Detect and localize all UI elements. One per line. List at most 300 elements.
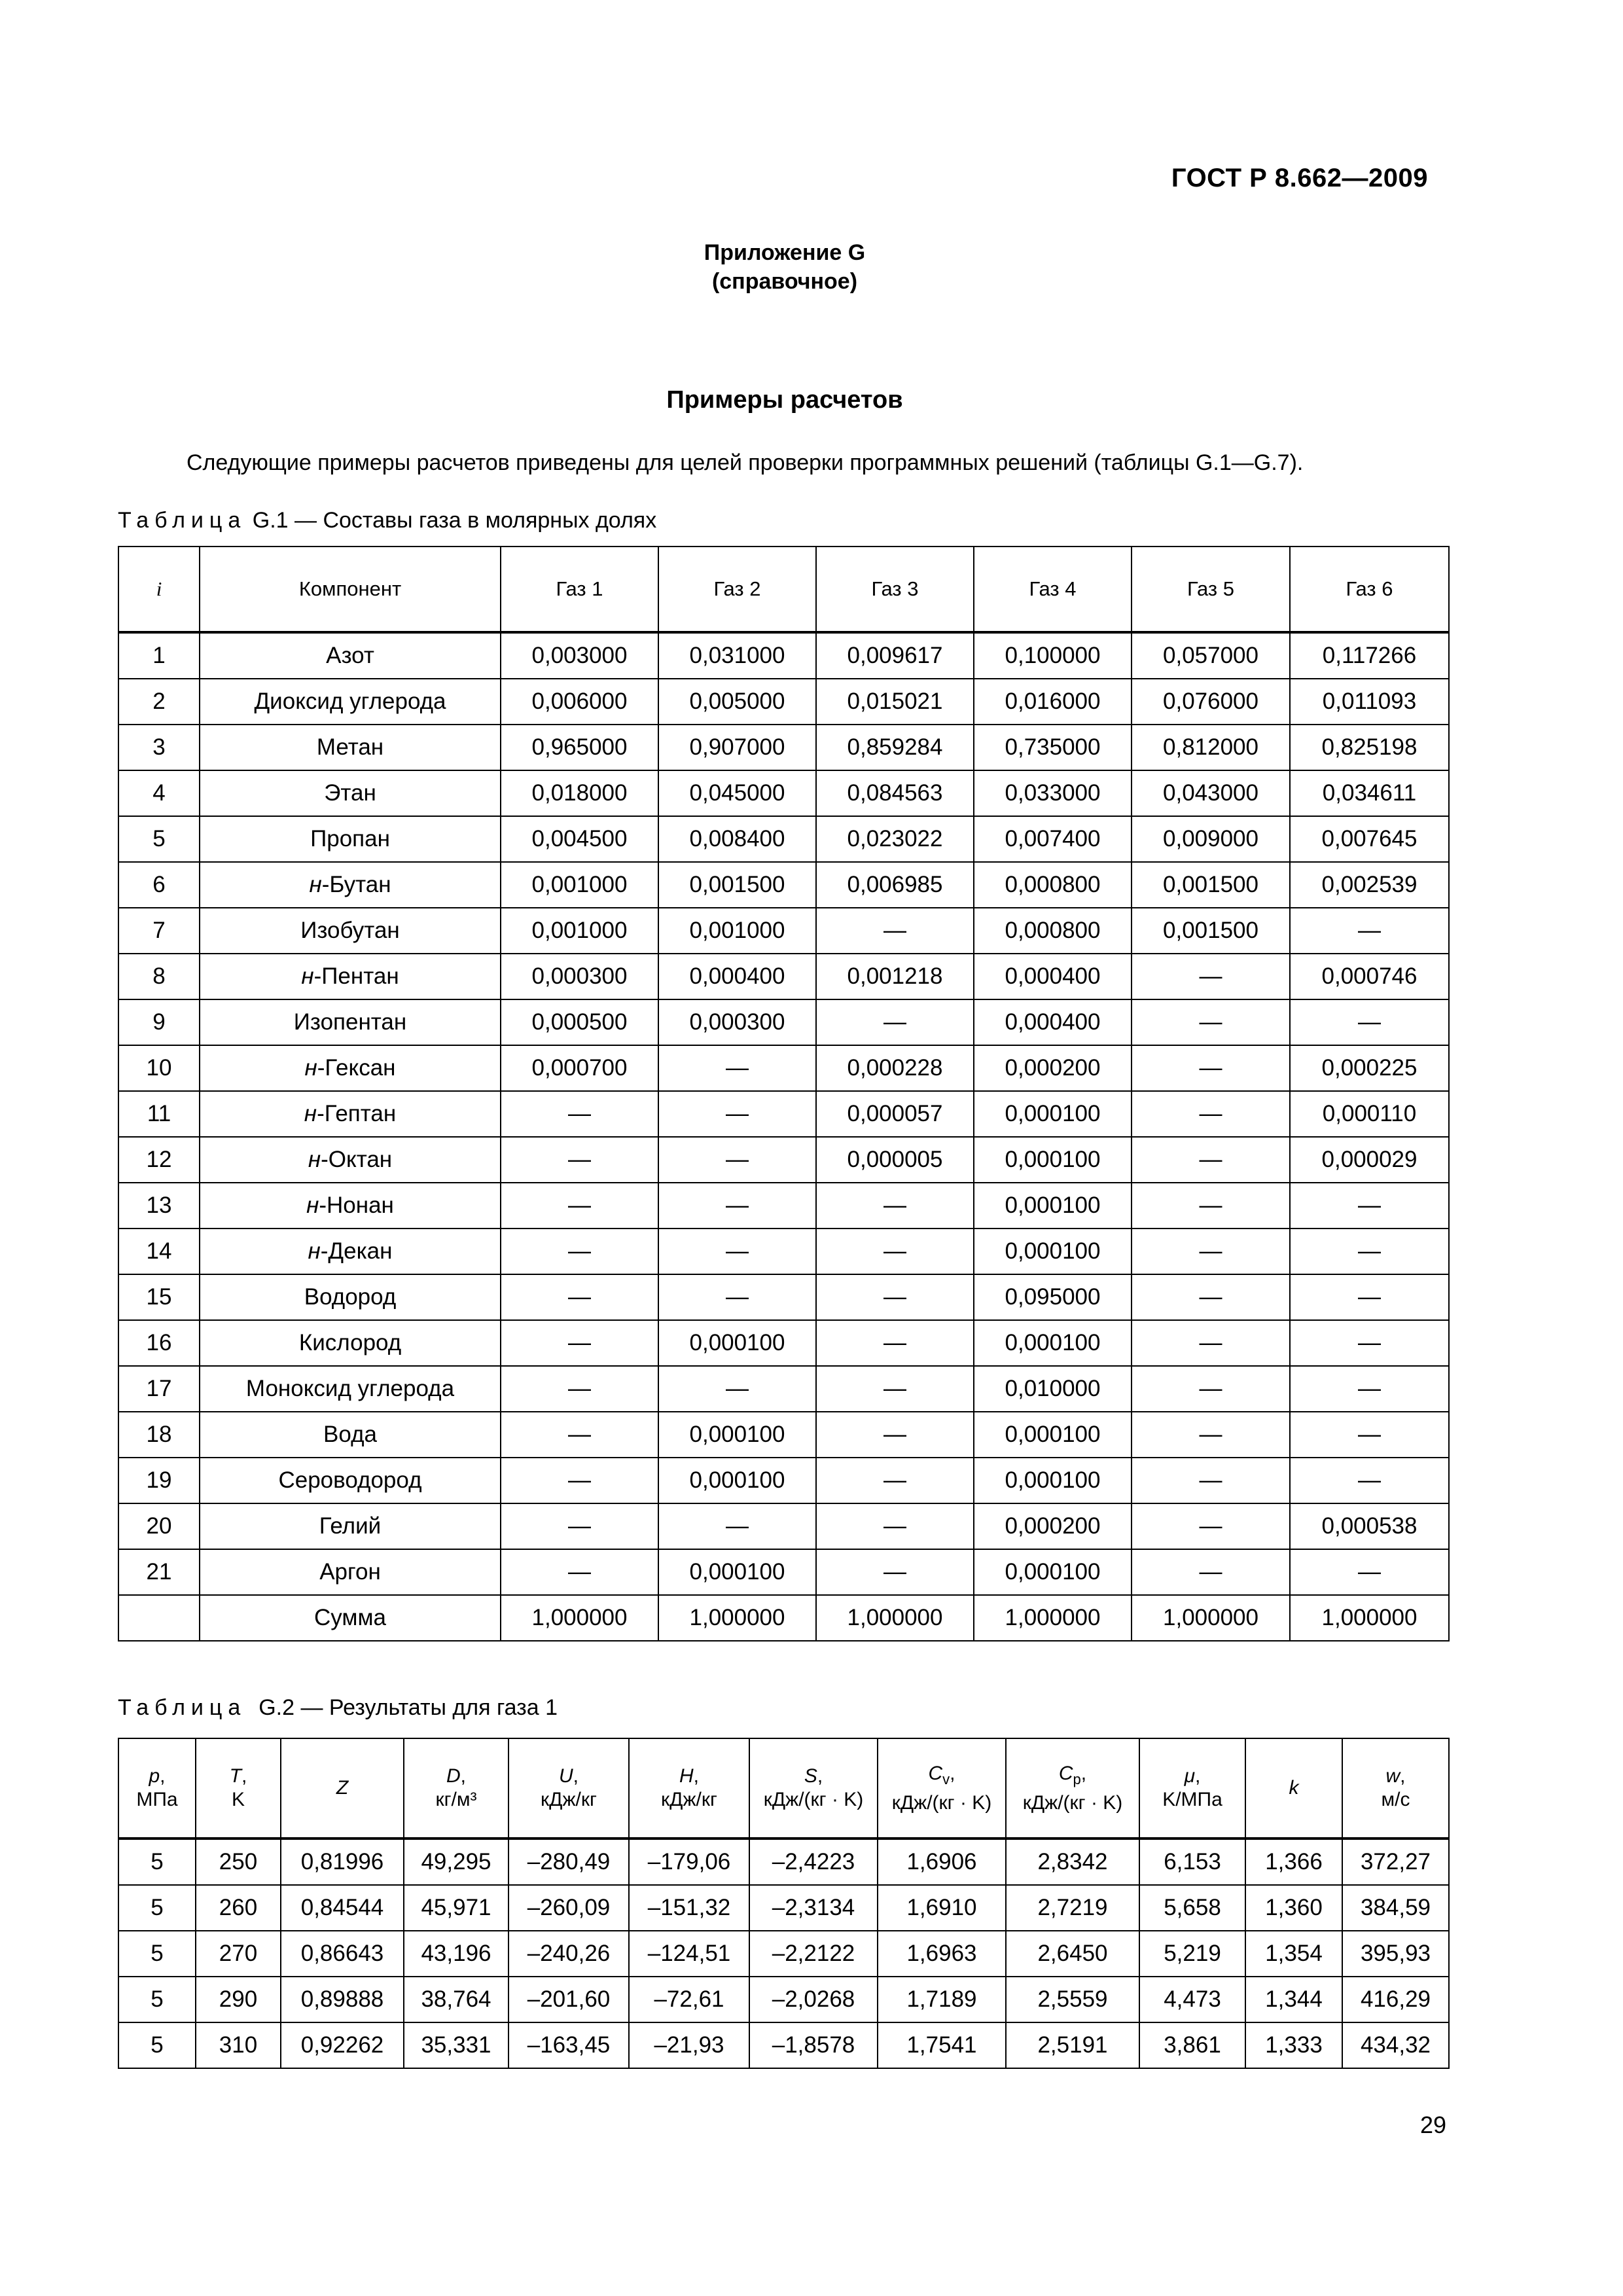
mole-fraction-cell: 0,000100 (658, 1320, 816, 1366)
quantity-symbol: C (928, 1762, 943, 1784)
mole-fraction-cell: 0,033000 (974, 770, 1132, 816)
table-row (118, 954, 1449, 999)
component-label: Изопентан (293, 1009, 407, 1035)
result-cell: 1,6910 (878, 1885, 1006, 1931)
result-cell: 0,92262 (281, 2022, 404, 2068)
result-cell: 6,153 (1139, 1839, 1245, 1885)
result-cell: 1,360 (1245, 1885, 1342, 1931)
result-cell: 0,86643 (281, 1931, 404, 1977)
mole-fraction-cell: 0,000100 (974, 1229, 1132, 1274)
row-index: 11 (118, 1091, 200, 1137)
result-cell: 5,219 (1139, 1931, 1245, 1977)
mole-fraction-cell: 0,100000 (974, 632, 1132, 679)
result-cell: 2,8342 (1006, 1839, 1139, 1885)
mole-fraction-cell: — (1132, 1229, 1290, 1274)
table-row (118, 1320, 1449, 1366)
row-index: 4 (118, 770, 200, 816)
quantity-unit: кДж/кг (541, 1789, 597, 1810)
result-cell: 1,354 (1245, 1931, 1342, 1977)
table-row (118, 1091, 1449, 1137)
result-cell: 250 (196, 1839, 281, 1885)
appendix-heading (0, 238, 1569, 296)
comma: , (817, 1765, 823, 1787)
table-g2-caption-text: G.2 — Результаты для газа 1 (259, 1695, 558, 1720)
quantity-symbol-line (509, 1765, 628, 1788)
mole-fraction-cell: — (816, 1229, 974, 1274)
component-name (200, 1274, 501, 1320)
mole-fraction-cell: 0,000300 (501, 954, 658, 999)
document-code: ГОСТ Р 8.662—2009 (1171, 164, 1428, 192)
header-label: Газ 2 (713, 577, 761, 600)
mole-fraction-cell: 0,965000 (501, 725, 658, 770)
row-index: 14 (118, 1229, 200, 1274)
mole-fraction-cell: — (658, 1366, 816, 1412)
mole-fraction-cell: — (1132, 1274, 1290, 1320)
component-label: Водород (304, 1284, 397, 1310)
component-label: -Гептан (317, 1101, 397, 1126)
result-cell: 1,7189 (878, 1977, 1006, 2022)
mole-fraction-cell: — (816, 1183, 974, 1229)
component-label: Пропан (310, 826, 390, 852)
row-index: 10 (118, 1045, 200, 1091)
comma: , (1195, 1765, 1201, 1787)
mole-fraction-cell: 1,000000 (658, 1595, 816, 1641)
header-component (200, 547, 501, 632)
component-name (200, 770, 501, 816)
mole-fraction-cell: 0,001500 (1132, 862, 1290, 908)
result-cell: 4,473 (1139, 1977, 1245, 2022)
mole-fraction-cell: 0,000700 (501, 1045, 658, 1091)
component-name (200, 725, 501, 770)
component-prefix: н (306, 1193, 319, 1218)
mole-fraction-cell: 0,000029 (1290, 1137, 1449, 1183)
result-cell: 310 (196, 2022, 281, 2068)
quantity-symbol-line (1343, 1765, 1448, 1788)
result-cell: 384,59 (1342, 1885, 1449, 1931)
mole-fraction-cell: 0,000200 (974, 1045, 1132, 1091)
quantity-symbol-line (281, 1776, 403, 1800)
component-name (200, 1183, 501, 1229)
mole-fraction-cell: — (1290, 908, 1449, 954)
mole-fraction-cell: 0,006000 (501, 679, 658, 725)
header-label: Газ 3 (871, 577, 919, 600)
component-name (200, 679, 501, 725)
component-prefix: н (308, 1147, 321, 1172)
component-prefix: н (304, 1101, 317, 1126)
mole-fraction-cell: 0,008400 (658, 816, 816, 862)
quantity-symbol: H (679, 1765, 694, 1787)
appendix-label: Приложение G (704, 240, 866, 265)
result-cell: 38,764 (404, 1977, 508, 2022)
quantity-symbol: Z (336, 1777, 349, 1799)
component-label: -Гексан (317, 1055, 396, 1081)
table-row (118, 1274, 1449, 1320)
mole-fraction-cell: — (501, 1183, 658, 1229)
mole-fraction-cell: 0,016000 (974, 679, 1132, 725)
component-label: Сумма (314, 1605, 386, 1630)
result-cell: –124,51 (629, 1931, 749, 1977)
component-label: Изобутан (300, 918, 400, 943)
mole-fraction-cell: 1,000000 (501, 1595, 658, 1641)
mole-fraction-cell: — (501, 1229, 658, 1274)
result-cell: 434,32 (1342, 2022, 1449, 2068)
row-index: 17 (118, 1366, 200, 1412)
mole-fraction-cell: 0,825198 (1290, 725, 1449, 770)
header-quantity (1342, 1738, 1449, 1839)
mole-fraction-cell: 0,043000 (1132, 770, 1290, 816)
quantity-unit: кДж/(кг · K) (763, 1789, 864, 1810)
mole-fraction-cell: — (1290, 1458, 1449, 1503)
table-row (118, 1977, 1449, 2022)
quantity-symbol-line (750, 1765, 877, 1788)
mole-fraction-cell: 0,000100 (658, 1412, 816, 1458)
result-cell: –179,06 (629, 1839, 749, 1885)
result-cell: 0,84544 (281, 1885, 404, 1931)
result-cell: –1,8578 (749, 2022, 878, 2068)
quantity-symbol: w (1385, 1765, 1400, 1787)
component-label: Диоксид углерода (254, 689, 446, 714)
result-cell: –240,26 (508, 1931, 629, 1977)
table-g2 (118, 1738, 1450, 2069)
mole-fraction-cell: 0,031000 (658, 632, 816, 679)
result-cell: –163,45 (508, 2022, 629, 2068)
result-cell: 35,331 (404, 2022, 508, 2068)
comma: , (460, 1765, 466, 1787)
table-word: Таблица (118, 508, 247, 533)
table-g1 (118, 546, 1450, 1641)
result-cell: –151,32 (629, 1885, 749, 1931)
mole-fraction-cell: 0,011093 (1290, 679, 1449, 725)
intro-paragraph: Следующие примеры расчетов приведены для целей проверки программных решений (таблицы G.1—G.7). (187, 450, 1304, 475)
header-quantity (281, 1738, 404, 1839)
mole-fraction-cell: 0,057000 (1132, 632, 1290, 679)
result-cell: 49,295 (404, 1839, 508, 1885)
component-label: Азот (326, 643, 374, 668)
header-gas (501, 547, 658, 632)
comma: , (573, 1765, 579, 1787)
component-name (200, 632, 501, 679)
table-row (118, 1931, 1449, 1977)
quantity-symbol: T (229, 1765, 241, 1787)
header-gas (1132, 547, 1290, 632)
mole-fraction-cell: 0,095000 (974, 1274, 1132, 1320)
quantity-symbol: U (558, 1765, 573, 1787)
result-cell: 45,971 (404, 1885, 508, 1931)
comma: , (241, 1765, 247, 1787)
header-quantity (629, 1738, 749, 1839)
result-cell: 2,7219 (1006, 1885, 1139, 1931)
result-cell: –2,4223 (749, 1839, 878, 1885)
mole-fraction-cell: 0,023022 (816, 816, 974, 862)
result-cell: 5 (118, 1931, 196, 1977)
result-cell: 2,6450 (1006, 1931, 1139, 1977)
table-row (118, 999, 1449, 1045)
quantity-symbol: p (149, 1765, 160, 1787)
mole-fraction-cell: — (816, 1549, 974, 1595)
mole-fraction-cell: 0,006985 (816, 862, 974, 908)
component-name (200, 908, 501, 954)
table-row (118, 1183, 1449, 1229)
mole-fraction-cell: — (501, 1137, 658, 1183)
table-row (118, 1503, 1449, 1549)
mole-fraction-cell: — (1132, 954, 1290, 999)
mole-fraction-cell: 0,005000 (658, 679, 816, 725)
component-name (200, 1458, 501, 1503)
mole-fraction-cell: — (1132, 1412, 1290, 1458)
component-label: -Пентан (313, 963, 399, 989)
mole-fraction-cell: — (501, 1366, 658, 1412)
quantity-symbol: k (1289, 1777, 1299, 1799)
mole-fraction-cell: 0,000100 (974, 1320, 1132, 1366)
table-word: Таблица (118, 1695, 247, 1720)
mole-fraction-cell: 0,000100 (974, 1091, 1132, 1137)
mole-fraction-cell: 0,001500 (658, 862, 816, 908)
mole-fraction-cell: — (501, 1549, 658, 1595)
quantity-symbol-line (1246, 1776, 1342, 1800)
header-quantity (749, 1738, 878, 1839)
row-index: 13 (118, 1183, 200, 1229)
mole-fraction-cell: — (816, 1274, 974, 1320)
component-prefix: н (309, 872, 322, 897)
mole-fraction-cell: — (501, 1412, 658, 1458)
mole-fraction-cell: — (658, 1091, 816, 1137)
header-gas (974, 547, 1132, 632)
component-name (200, 1229, 501, 1274)
quantity-unit: кг/м³ (435, 1789, 477, 1810)
mole-fraction-cell: 1,000000 (974, 1595, 1132, 1641)
table-row (118, 908, 1449, 954)
result-cell: 3,861 (1139, 2022, 1245, 2068)
result-cell: 1,6906 (878, 1839, 1006, 1885)
row-index: 19 (118, 1458, 200, 1503)
header-gas (816, 547, 974, 632)
page-number: 29 (1419, 2111, 1446, 2138)
mole-fraction-cell: 0,000200 (974, 1503, 1132, 1549)
mole-fraction-cell: 0,000005 (816, 1137, 974, 1183)
comma: , (1080, 1762, 1087, 1784)
result-cell: –260,09 (508, 1885, 629, 1931)
quantity-symbol-line (196, 1765, 280, 1788)
quantity-symbol: μ (1184, 1765, 1196, 1787)
mole-fraction-cell: 0,000100 (658, 1549, 816, 1595)
mole-fraction-cell: 0,001000 (501, 908, 658, 954)
component-name (200, 1045, 501, 1091)
mole-fraction-cell: 0,007400 (974, 816, 1132, 862)
mole-fraction-cell: 0,034611 (1290, 770, 1449, 816)
row-index: 15 (118, 1274, 200, 1320)
table-row (118, 1366, 1449, 1412)
mole-fraction-cell: — (1290, 1412, 1449, 1458)
header-quantity (1006, 1738, 1139, 1839)
component-prefix: н (301, 963, 314, 989)
mole-fraction-cell: 0,000300 (658, 999, 816, 1045)
mole-fraction-cell: 0,000400 (974, 954, 1132, 999)
table-g1-header-row (118, 547, 1449, 632)
mole-fraction-cell: 0,000100 (974, 1137, 1132, 1183)
quantity-unit: K (231, 1789, 245, 1810)
result-cell: 260 (196, 1885, 281, 1931)
quantity-symbol-line (404, 1765, 508, 1788)
mole-fraction-cell: — (658, 1229, 816, 1274)
mole-fraction-cell: 0,001218 (816, 954, 974, 999)
result-cell: –2,3134 (749, 1885, 878, 1931)
quantity-symbol: D (446, 1765, 461, 1787)
mole-fraction-cell: 0,076000 (1132, 679, 1290, 725)
row-index: 3 (118, 725, 200, 770)
mole-fraction-cell: 1,000000 (1132, 1595, 1290, 1641)
mole-fraction-cell: — (1290, 999, 1449, 1045)
mole-fraction-cell: — (1290, 1183, 1449, 1229)
mole-fraction-cell: — (1290, 1549, 1449, 1595)
row-index: 18 (118, 1412, 200, 1458)
row-index (118, 1595, 200, 1641)
mole-fraction-cell: — (658, 1045, 816, 1091)
quantity-unit: м/с (1381, 1789, 1410, 1810)
table-row (118, 1045, 1449, 1091)
row-index: 8 (118, 954, 200, 999)
component-name (200, 999, 501, 1045)
quantity-subscript: p (1073, 1770, 1081, 1787)
mole-fraction-cell: — (816, 1458, 974, 1503)
mole-fraction-cell: 0,000500 (501, 999, 658, 1045)
component-label: Вода (323, 1422, 377, 1447)
mole-fraction-cell: 0,084563 (816, 770, 974, 816)
mole-fraction-cell: — (1290, 1274, 1449, 1320)
mole-fraction-cell: 0,000800 (974, 862, 1132, 908)
header-label: Газ 6 (1346, 577, 1393, 600)
result-cell: 5 (118, 2022, 196, 2068)
table-g2-header-row (118, 1738, 1449, 1839)
table-g1-caption-text: G.1 — Составы газа в молярных долях (252, 508, 657, 533)
component-label: Кислород (298, 1330, 402, 1355)
comma: , (950, 1762, 955, 1784)
result-cell: –280,49 (508, 1839, 629, 1885)
mole-fraction-cell: 0,018000 (501, 770, 658, 816)
header-quantity (878, 1738, 1006, 1839)
mole-fraction-cell: 0,000100 (658, 1458, 816, 1503)
mole-fraction-cell: 0,117266 (1290, 632, 1449, 679)
result-cell: 1,6963 (878, 1931, 1006, 1977)
result-cell: 5 (118, 1885, 196, 1931)
component-name (200, 1549, 501, 1595)
result-cell: 1,366 (1245, 1839, 1342, 1885)
mole-fraction-cell: 0,003000 (501, 632, 658, 679)
result-cell: –201,60 (508, 1977, 629, 2022)
header-quantity (1139, 1738, 1245, 1839)
header-quantity (196, 1738, 281, 1839)
result-cell: 290 (196, 1977, 281, 2022)
result-cell: 270 (196, 1931, 281, 1977)
table-row (118, 816, 1449, 862)
mole-fraction-cell: — (1132, 1045, 1290, 1091)
mole-fraction-cell: 0,007645 (1290, 816, 1449, 862)
component-label: Метан (316, 734, 384, 760)
component-name (200, 954, 501, 999)
quantity-symbol-line (630, 1765, 749, 1788)
result-cell: 1,344 (1245, 1977, 1342, 2022)
result-cell: 2,5559 (1006, 1977, 1139, 2022)
mole-fraction-cell: — (501, 1503, 658, 1549)
header-quantity (404, 1738, 508, 1839)
component-name (200, 1091, 501, 1137)
mole-fraction-cell: — (816, 1366, 974, 1412)
mole-fraction-cell: 0,000100 (974, 1412, 1132, 1458)
mole-fraction-cell: 0,000225 (1290, 1045, 1449, 1091)
component-label: -Нонан (319, 1193, 394, 1218)
mole-fraction-cell: 0,000800 (974, 908, 1132, 954)
header-quantity (118, 1738, 196, 1839)
mole-fraction-cell: 0,010000 (974, 1366, 1132, 1412)
mole-fraction-cell: — (1290, 1366, 1449, 1412)
header-label: Компонент (298, 577, 402, 600)
header-quantity (508, 1738, 629, 1839)
result-cell: –21,93 (629, 2022, 749, 2068)
quantity-symbol-line (1007, 1762, 1139, 1791)
mole-fraction-cell: — (1132, 1549, 1290, 1595)
mole-fraction-cell: 0,015021 (816, 679, 974, 725)
mole-fraction-cell: 0,859284 (816, 725, 974, 770)
mole-fraction-cell: — (1132, 1320, 1290, 1366)
mole-fraction-cell: 0,000228 (816, 1045, 974, 1091)
mole-fraction-cell: — (1132, 1183, 1290, 1229)
mole-fraction-cell: 0,009000 (1132, 816, 1290, 862)
header-label: Газ 4 (1029, 577, 1077, 600)
mole-fraction-cell: — (501, 1091, 658, 1137)
row-index: 6 (118, 862, 200, 908)
component-prefix: н (308, 1238, 321, 1264)
mole-fraction-cell: 0,001500 (1132, 908, 1290, 954)
table-row (118, 862, 1449, 908)
table-row (118, 632, 1449, 679)
mole-fraction-cell: 0,001000 (501, 862, 658, 908)
quantity-symbol: S (804, 1765, 817, 1787)
component-name (200, 1503, 501, 1549)
mole-fraction-cell: 0,735000 (974, 725, 1132, 770)
result-cell: 395,93 (1342, 1931, 1449, 1977)
result-cell: 2,5191 (1006, 2022, 1139, 2068)
row-index: 12 (118, 1137, 200, 1183)
mole-fraction-cell: 0,000746 (1290, 954, 1449, 999)
mole-fraction-cell: — (1132, 1458, 1290, 1503)
result-cell: 1,7541 (878, 2022, 1006, 2068)
mole-fraction-cell: 0,009617 (816, 632, 974, 679)
comma: , (1400, 1765, 1406, 1787)
result-cell: 0,89888 (281, 1977, 404, 2022)
component-prefix: н (304, 1055, 317, 1081)
mole-fraction-cell: — (658, 1274, 816, 1320)
component-label: Аргон (319, 1559, 381, 1585)
component-name (200, 1320, 501, 1366)
mole-fraction-cell: 0,812000 (1132, 725, 1290, 770)
result-cell: 5 (118, 1977, 196, 2022)
table-row (118, 1229, 1449, 1274)
mole-fraction-cell: 0,000400 (974, 999, 1132, 1045)
mole-fraction-cell: 1,000000 (816, 1595, 974, 1641)
row-index: 1 (118, 632, 200, 679)
quantity-unit: кДж/(кг · K) (1022, 1791, 1123, 1814)
component-label: -Октан (321, 1147, 393, 1172)
table-g2-caption (118, 1695, 558, 1721)
header-quantity (1245, 1738, 1342, 1839)
component-name (200, 1595, 501, 1641)
table-row (118, 770, 1449, 816)
header-gas (658, 547, 816, 632)
mole-fraction-cell: 0,045000 (658, 770, 816, 816)
mole-fraction-cell: — (658, 1503, 816, 1549)
header-index (118, 547, 200, 632)
mole-fraction-cell: — (1290, 1229, 1449, 1274)
row-index: 5 (118, 816, 200, 862)
